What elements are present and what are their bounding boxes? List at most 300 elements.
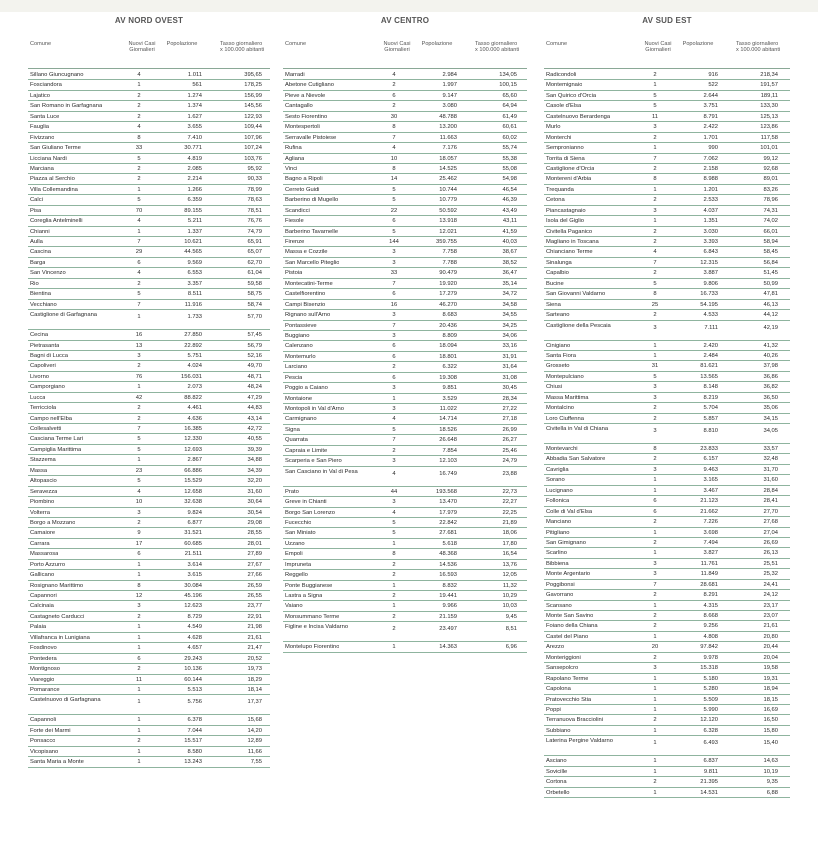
cell-nuovi-casi: 6	[392, 343, 396, 350]
cell-comune: Scarlino	[546, 550, 567, 557]
cell-nuovi-casi: 5	[392, 519, 396, 526]
cell-popolazione: 26.648	[439, 437, 457, 444]
table-row	[283, 642, 527, 652]
table-row	[283, 508, 527, 518]
header-tasso: Tasso giornaliero x 100.000 abitanti	[220, 41, 265, 54]
cell-popolazione: 2.420	[703, 342, 718, 349]
cell-comune: Campiglia Marittima	[30, 446, 82, 453]
cell-tasso: 123,86	[760, 124, 778, 131]
cell-comune: Santa Fiora	[546, 352, 576, 359]
cell-nuovi-casi: 2	[653, 539, 657, 546]
cell-nuovi-casi: 2	[392, 447, 396, 454]
cell-tasso: 78,63	[247, 197, 262, 204]
cell-comune: Manciano	[546, 519, 572, 526]
cell-nuovi-casi: 5	[137, 446, 141, 453]
cell-comune: Chiusi	[546, 384, 563, 391]
table-row	[283, 591, 527, 601]
cell-popolazione: 12.315	[700, 259, 718, 266]
cell-tasso: 43,11	[502, 218, 517, 225]
cell-nuovi-casi: 8	[653, 291, 657, 298]
cell-tasso: 30,45	[502, 385, 517, 392]
table-row	[28, 757, 270, 767]
cell-comune: Quarrata	[285, 437, 308, 444]
cell-nuovi-casi: 3	[653, 665, 657, 672]
cell-nuovi-casi: 2	[653, 415, 657, 422]
cell-nuovi-casi: 7	[137, 301, 141, 308]
table-row	[544, 538, 790, 548]
cell-nuovi-casi: 4	[137, 270, 141, 277]
table-row	[544, 164, 790, 174]
cell-popolazione: 9.256	[703, 623, 718, 630]
cell-popolazione: 1.337	[187, 228, 202, 235]
table-row	[544, 424, 790, 444]
cell-nuovi-casi: 29	[135, 249, 143, 256]
table-row	[283, 143, 527, 153]
cell-popolazione: 90.479	[439, 270, 457, 277]
table-row	[28, 581, 270, 591]
cell-popolazione: 4.533	[703, 312, 718, 319]
cell-comune: Sesto Fiorentino	[285, 113, 328, 120]
cell-popolazione: 3.467	[703, 487, 718, 494]
table-row	[544, 216, 790, 226]
table-row	[544, 174, 790, 184]
table-row	[28, 174, 270, 184]
cell-popolazione: 3.615	[187, 572, 202, 579]
cell-tasso: 38,52	[502, 259, 517, 266]
cell-comune: Lajatico	[30, 92, 50, 99]
cell-nuovi-casi: 31	[651, 363, 659, 370]
cell-popolazione: 5.513	[187, 686, 202, 693]
cell-comune: Loro Ciuffenna	[546, 415, 584, 422]
table-row	[28, 747, 270, 757]
cell-popolazione: 6.157	[703, 456, 718, 463]
cell-tasso: 15,68	[247, 717, 262, 724]
cell-popolazione: 54.195	[700, 301, 718, 308]
table-row	[544, 321, 790, 341]
cell-popolazione: 2.073	[187, 384, 202, 391]
cell-nuovi-casi: 12	[135, 593, 143, 599]
cell-tasso: 58,45	[763, 249, 778, 256]
cell-popolazione: 5.180	[703, 675, 718, 682]
cell-popolazione: 13.470	[439, 499, 457, 506]
cell-nuovi-casi: 2	[653, 197, 657, 204]
cell-popolazione: 8.683	[442, 312, 457, 319]
cell-popolazione: 9.569	[187, 259, 202, 266]
cell-tasso: 36,50	[763, 394, 778, 401]
cell-comune: San Giuliano Terme	[30, 145, 81, 152]
cell-comune: Marciana	[30, 165, 54, 172]
cell-tasso: 44,83	[247, 405, 262, 412]
cell-nuovi-casi: 5	[653, 373, 657, 380]
cell-popolazione: 9.851	[442, 385, 457, 392]
cell-comune: Castel del Piano	[546, 633, 589, 640]
cell-comune: Pescia	[285, 374, 303, 381]
cell-nuovi-casi: 7	[137, 239, 141, 245]
cell-nuovi-casi: 20	[651, 644, 659, 651]
cell-comune: Castiglione d'Orcia	[546, 165, 595, 172]
cell-nuovi-casi: 2	[392, 82, 396, 89]
cell-nuovi-casi: 2	[653, 613, 657, 619]
cell-comune: Barberino di Mugello	[285, 197, 339, 204]
cell-tasso: 58,94	[763, 239, 778, 245]
cell-popolazione: 20.436	[439, 322, 457, 329]
table-row	[28, 143, 270, 153]
cell-comune: Monterchi	[546, 134, 572, 141]
table-row	[544, 507, 790, 517]
cell-comune: Arezzo	[546, 644, 565, 651]
table-row	[544, 663, 790, 673]
cell-nuovi-casi: 4	[653, 249, 657, 256]
cell-popolazione: 5.280	[703, 686, 718, 693]
cell-popolazione: 3.751	[703, 103, 718, 110]
cell-popolazione: 8.791	[703, 113, 718, 120]
cell-popolazione: 16.733	[700, 291, 718, 298]
cell-nuovi-casi: 22	[390, 207, 398, 214]
table-row	[28, 414, 270, 424]
cell-tasso: 19,73	[247, 666, 262, 673]
table-row	[544, 569, 790, 579]
panel-av-sud-est	[544, 15, 790, 798]
table-row	[544, 496, 790, 506]
cell-nuovi-casi: 3	[392, 312, 396, 319]
cell-tasso: 32,20	[247, 478, 262, 485]
cell-tasso: 15,80	[763, 727, 778, 734]
cell-nuovi-casi: 3	[137, 352, 141, 359]
table-row	[544, 91, 790, 101]
cell-nuovi-casi: 3	[392, 406, 396, 412]
cell-nuovi-casi: 1	[653, 529, 657, 536]
cell-nuovi-casi: 1	[653, 352, 657, 359]
table-row	[544, 403, 790, 413]
cell-popolazione: 50.592	[439, 207, 457, 214]
cell-popolazione: 7.758	[442, 249, 457, 256]
table-row	[544, 475, 790, 485]
cell-nuovi-casi: 1	[653, 675, 657, 682]
cell-tasso: 28,41	[763, 498, 778, 505]
cell-nuovi-casi: 6	[392, 374, 396, 381]
table-row	[283, 310, 527, 320]
cell-tasso: 36,82	[763, 384, 778, 391]
cell-popolazione: 14.714	[439, 416, 457, 423]
cell-tasso: 191,57	[760, 82, 778, 89]
cell-tasso: 12,05	[502, 572, 517, 579]
cell-tasso: 59,58	[247, 280, 262, 287]
cell-nuovi-casi: 2	[653, 134, 657, 141]
cell-tasso: 55,08	[502, 165, 517, 172]
cell-nuovi-casi: 1	[653, 145, 657, 152]
cell-tasso: 28,34	[502, 395, 517, 402]
cell-nuovi-casi: 42	[135, 394, 143, 401]
cell-nuovi-casi: 1	[137, 228, 141, 235]
cell-comune: San Marcello Piteglio	[285, 259, 340, 266]
cell-comune: Palaia	[30, 624, 47, 631]
cell-comune: Villa Collemandina	[30, 186, 78, 193]
table-row	[283, 581, 527, 591]
table-row	[544, 227, 790, 237]
cell-tasso: 30,64	[247, 499, 262, 506]
cell-popolazione: 9.463	[703, 466, 718, 473]
cell-tasso: 9,35	[766, 779, 778, 786]
cell-comune: Altopascio	[30, 478, 57, 485]
cell-comune: Civitella in Val di Chiana	[546, 426, 609, 432]
cell-tasso: 65,60	[502, 92, 517, 99]
cell-tasso: 10,03	[502, 603, 517, 610]
cell-tasso: 66,01	[763, 228, 778, 235]
cell-comune: Rio	[30, 280, 39, 287]
cell-tasso: 55,38	[502, 155, 517, 162]
cell-popolazione: 12.330	[184, 436, 202, 443]
cell-nuovi-casi: 1	[137, 384, 141, 391]
cell-tasso: 34,72	[502, 291, 517, 298]
cell-nuovi-casi: 3	[137, 509, 141, 516]
table-row	[28, 279, 270, 289]
cell-popolazione: 8.832	[442, 582, 457, 589]
cell-comune: Montaione	[285, 395, 313, 402]
table-row	[28, 133, 270, 143]
cell-comune: Coreglia Antelminelli	[30, 218, 83, 225]
header-popolazione: Popolazione	[682, 41, 714, 47]
cell-nuovi-casi: 1	[137, 748, 141, 755]
table-row	[28, 715, 270, 725]
cell-tasso: 25,46	[502, 447, 517, 454]
cell-popolazione: 1.201	[703, 186, 718, 193]
cell-comune: Reggello	[285, 572, 308, 579]
cell-comune: Rignano sull'Arno	[285, 312, 331, 319]
cell-tasso: 20,04	[763, 654, 778, 661]
cell-comune: Camaiore	[30, 530, 56, 537]
table-row	[544, 341, 790, 351]
panel-av-centro	[283, 15, 527, 653]
table-header	[544, 29, 790, 68]
table-row	[28, 361, 270, 371]
cell-nuovi-casi: 2	[653, 717, 657, 724]
cell-popolazione: 21.159	[439, 613, 457, 620]
cell-popolazione: 156.031	[181, 373, 202, 380]
cell-popolazione: 89.155	[184, 207, 202, 214]
cell-popolazione: 2.533	[703, 197, 718, 204]
table-row	[283, 321, 527, 331]
cell-nuovi-casi: 4	[392, 470, 396, 477]
table-row	[544, 372, 790, 382]
table-row	[283, 383, 527, 393]
cell-comune: Pitigliano	[546, 529, 570, 536]
cell-popolazione: 6.378	[187, 717, 202, 724]
cell-nuovi-casi: 10	[135, 499, 143, 506]
table-row	[28, 341, 270, 351]
cell-comune: Fosdinovo	[30, 645, 57, 652]
cell-nuovi-casi: 3	[392, 458, 396, 465]
cell-popolazione: 12.623	[184, 603, 202, 610]
cell-comune: Villafranca in Lunigiana	[30, 634, 90, 641]
cell-comune: Cantagallo	[285, 103, 313, 110]
cell-nuovi-casi: 3	[653, 124, 657, 131]
cell-nuovi-casi: 2	[653, 270, 657, 277]
cell-tasso: 21,61	[247, 634, 262, 641]
cell-comune: Pietrasanta	[30, 342, 60, 349]
cell-popolazione: 16.593	[439, 572, 457, 579]
cell-nuovi-casi: 2	[392, 593, 396, 599]
cell-comune: Camporgiano	[30, 384, 65, 391]
cell-comune: Borgo San Lorenzo	[285, 509, 335, 516]
cell-popolazione: 7.044	[187, 727, 202, 734]
cell-comune: Radicondoli	[546, 72, 577, 78]
cell-popolazione: 14.525	[439, 165, 457, 172]
cell-popolazione: 5.509	[703, 696, 718, 703]
cell-nuovi-casi: 5	[392, 530, 396, 537]
table-row	[544, 559, 790, 569]
cell-nuovi-casi: 4	[392, 416, 396, 423]
cell-tasso: 13,76	[502, 561, 517, 568]
table-row	[283, 300, 527, 310]
cell-comune: Sarteano	[546, 312, 570, 319]
cell-comune: Lastra a Signa	[285, 593, 323, 599]
cell-nuovi-casi: 7	[653, 155, 657, 162]
table-row	[28, 466, 270, 476]
cell-tasso: 36,47	[502, 270, 517, 277]
cell-nuovi-casi: 1	[392, 540, 396, 547]
table-row	[28, 258, 270, 268]
cell-tasso: 36,86	[763, 373, 778, 380]
cell-comune: Torrita di Siena	[546, 155, 585, 162]
cell-comune: Figline e Incisa Valdarno	[285, 624, 349, 631]
cell-tasso: 31,60	[763, 477, 778, 484]
cell-tasso: 31,70	[763, 466, 778, 473]
table-row	[28, 185, 270, 195]
table-row	[544, 414, 790, 424]
cell-popolazione: 4.628	[187, 634, 202, 641]
cell-tasso: 21,47	[247, 645, 262, 652]
cell-comune: Cavriglia	[546, 466, 569, 473]
cell-popolazione: 8.511	[187, 291, 202, 298]
table-row	[544, 465, 790, 475]
cell-nuovi-casi: 1	[653, 727, 657, 734]
table-row	[544, 268, 790, 278]
cell-popolazione: 27.681	[439, 530, 457, 537]
table-row	[283, 195, 527, 205]
cell-comune: Massarosa	[30, 551, 59, 558]
table-row	[28, 154, 270, 164]
cell-comune: Empoli	[285, 551, 303, 558]
cell-nuovi-casi: 3	[653, 560, 657, 567]
cell-popolazione: 19.441	[439, 593, 457, 599]
cell-popolazione: 11.022	[439, 406, 457, 412]
cell-comune: Subbiano	[546, 727, 571, 734]
cell-popolazione: 18.094	[439, 343, 457, 350]
cell-comune: Castelnuovo di Garfagnana	[30, 697, 101, 704]
cell-tasso: 34,58	[502, 301, 517, 308]
cell-nuovi-casi: 17	[135, 540, 143, 547]
cell-nuovi-casi: 14	[390, 176, 398, 183]
cell-popolazione: 8.668	[703, 613, 718, 619]
cell-popolazione: 46.270	[439, 301, 457, 308]
cell-nuovi-casi: 1	[137, 686, 141, 693]
cell-tasso: 26,99	[502, 426, 517, 433]
cell-tasso: 61,04	[247, 270, 262, 277]
cell-nuovi-casi: 5	[137, 478, 141, 485]
cell-nuovi-casi: 2	[653, 654, 657, 661]
cell-tasso: 11,32	[502, 582, 517, 589]
cell-popolazione: 8.219	[703, 394, 718, 401]
cell-tasso: 17,80	[502, 540, 517, 547]
cell-tasso: 27,66	[247, 572, 262, 579]
cell-comune: San Vincenzo	[30, 270, 66, 277]
cell-popolazione: 81.621	[700, 363, 718, 370]
cell-comune: Agliana	[285, 155, 305, 162]
cell-popolazione: 60.685	[184, 540, 202, 547]
cell-comune: Fauglia	[30, 124, 50, 131]
cell-tasso: 42,72	[247, 426, 262, 432]
cell-popolazione: 4.461	[187, 405, 202, 412]
cell-tasso: 25,51	[763, 560, 778, 567]
cell-tasso: 60,02	[502, 134, 517, 141]
table-row	[28, 382, 270, 392]
table-row	[544, 767, 790, 777]
header-tasso: Tasso giornaliero x 100.000 abitanti	[736, 41, 781, 54]
cell-comune: Licciana Nardi	[30, 155, 67, 162]
cell-tasso: 44,12	[763, 312, 778, 319]
table-row	[283, 467, 527, 487]
cell-comune: Trequanda	[546, 186, 574, 193]
cell-popolazione: 17.979	[439, 509, 457, 516]
cell-comune: Gavorrano	[546, 592, 574, 599]
cell-nuovi-casi: 5	[392, 186, 396, 193]
table-row	[283, 133, 527, 143]
cell-tasso: 74,02	[763, 218, 778, 225]
cell-popolazione: 10.744	[439, 186, 457, 193]
table-row	[283, 446, 527, 456]
cell-popolazione: 31.521	[184, 530, 202, 537]
table-row	[28, 112, 270, 122]
cell-popolazione: 30.771	[184, 145, 202, 152]
cell-popolazione: 16.385	[184, 426, 202, 432]
table-row	[28, 403, 270, 413]
cell-popolazione: 15.529	[184, 478, 202, 485]
cell-nuovi-casi: 7	[392, 322, 396, 329]
cell-popolazione: 193.568	[436, 488, 457, 495]
table-row	[28, 91, 270, 101]
cell-comune: Rapolano Terme	[546, 675, 589, 682]
cell-popolazione: 19.920	[439, 280, 457, 287]
cell-tasso: 23,17	[763, 602, 778, 609]
cell-tasso: 33,57	[763, 446, 778, 452]
cell-comune: Monteriggioni	[546, 654, 581, 661]
table-row	[28, 310, 270, 330]
cell-nuovi-casi: 3	[137, 603, 141, 610]
cell-tasso: 18,94	[763, 686, 778, 693]
table-row	[544, 601, 790, 611]
table-row	[283, 174, 527, 184]
cell-comune: Castelfiorentino	[285, 291, 326, 298]
header-nuovi-casi: Nuovi Casi Giornalieri	[644, 41, 672, 54]
cell-nuovi-casi: 2	[137, 405, 141, 412]
cell-nuovi-casi: 2	[653, 623, 657, 630]
cell-tasso: 47,29	[247, 394, 262, 401]
cell-tasso: 74,31	[763, 207, 778, 214]
cell-tasso: 26,55	[247, 593, 262, 599]
cell-nuovi-casi: 2	[653, 228, 657, 235]
cell-comune: Gallicano	[30, 572, 55, 579]
cell-nuovi-casi: 3	[653, 466, 657, 473]
cell-nuovi-casi: 1	[137, 457, 141, 464]
cell-comune: Campo nell'Elba	[30, 415, 73, 422]
cell-popolazione: 6.328	[703, 727, 718, 734]
cell-popolazione: 30.084	[184, 582, 202, 589]
cell-tasso: 57,70	[247, 314, 262, 321]
cell-tasso: 37,98	[763, 363, 778, 370]
cell-tasso: 35,06	[763, 405, 778, 412]
table-row	[283, 268, 527, 278]
cell-tasso: 21,98	[247, 624, 262, 631]
